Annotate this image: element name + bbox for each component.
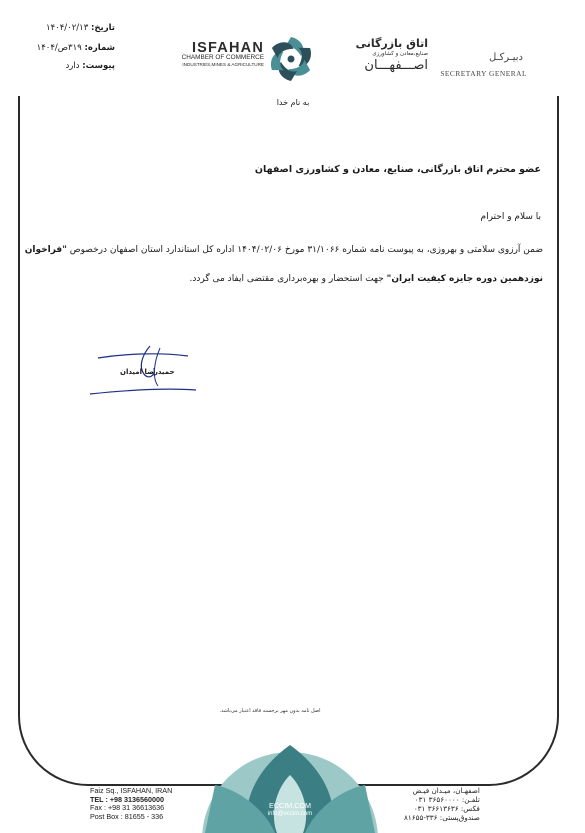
logo-english bbox=[172, 40, 264, 68]
footer-fa-fax: فکس: ۳۶۶۱۳۶۳۶ ۰۳۱ bbox=[413, 804, 480, 813]
logo-fa-line3: اصـــفهـــان bbox=[364, 58, 428, 73]
validity-footnote: اصل نامه بدون مهر برجسته فاقد اعتبار می‌باشد. bbox=[219, 708, 321, 714]
footer-contact-fa bbox=[404, 786, 480, 822]
footer-contact-en bbox=[90, 787, 172, 821]
footer-en-tel: TEL : +98 3136560000 bbox=[90, 794, 164, 804]
footer-en-fax: Fax : +98 31 36613636 bbox=[90, 803, 165, 812]
logo-en-line1: CHAMBER OF COMMERCE bbox=[181, 54, 264, 61]
number-row bbox=[37, 43, 115, 53]
attachment-value: دارد bbox=[65, 61, 80, 71]
footer-web-email[interactable]: info@eccim.com bbox=[267, 811, 313, 817]
logo-en-line2: INDUSTRIES,MINES & AGRICULTURE bbox=[182, 61, 264, 67]
attachment-label: پیوست: bbox=[82, 61, 115, 71]
logo-en-main: ISFAHAN bbox=[191, 40, 264, 56]
footer-emblem-icon bbox=[195, 745, 385, 833]
footer-en-address: Faiz Sq., ISFAHAN, IRAN bbox=[90, 786, 173, 795]
number-value: ۳۱۹ص/۱۴۰۴ bbox=[36, 43, 82, 53]
secretary-title-en: SECRETARY GENERAL bbox=[440, 69, 527, 78]
body-text-bold: "فراخوان نوزدهمین دوره جایزه کیفیت ایران" bbox=[24, 245, 543, 284]
footer-fa-tel: تلفـن: ۳۶۵۶۰۰۰۰ ۰۳۱ bbox=[414, 795, 480, 804]
chamber-logo-icon bbox=[266, 34, 316, 84]
letter-body bbox=[23, 236, 543, 294]
greeting: با سلام و احترام bbox=[480, 212, 541, 222]
attachment-row bbox=[66, 61, 116, 71]
body-text-part1: ضمن آرزوی سلامتی و بهروزی، به پیوست نامه شماره ۳۱/۱۰۶۶ مورخ ۱۴۰۴/۰۲/۰۶ اداره کل استاندارد استان اصفهان درخصوص bbox=[66, 245, 543, 255]
footer-en-postbox: Post Box : 81655 - 336 bbox=[90, 811, 164, 821]
footer-website bbox=[255, 802, 325, 818]
logo-fa-line2: صنایع،معادن و کشاورزی bbox=[372, 51, 428, 57]
signature-name: حمیدرضا امیدان bbox=[120, 368, 175, 376]
number-label: شماره: bbox=[84, 43, 115, 53]
date-label: تاریخ: bbox=[91, 23, 115, 33]
footer-fa-postbox: صندوق‌پستی: ۳۳۶-۸۱۶۵۵ bbox=[404, 813, 480, 822]
recipient-line: عضو محترم اتاق بازرگانی، صنایع، معادن و کشاورزی اصفهان bbox=[254, 164, 541, 175]
footer-fa-address: اصفهـان، میـدان فیـض bbox=[412, 786, 480, 795]
footer-web-domain[interactable]: ECCIM.COM bbox=[269, 801, 311, 810]
secretary-title-fa: دبیـرکـل bbox=[489, 52, 523, 63]
body-text-part2: جهت استحضار و بهره‌برداری مقتضی ایفاد می گردد. bbox=[189, 274, 387, 284]
basmala: به نام خدا bbox=[276, 98, 310, 107]
date-row bbox=[46, 23, 115, 33]
date-value: ۱۴۰۴/۰۲/۱۳ bbox=[46, 23, 89, 33]
logo-fa-line1: اتاق بازرگانی bbox=[355, 37, 428, 50]
page-border bbox=[18, 96, 559, 786]
logo-persian bbox=[318, 38, 428, 71]
